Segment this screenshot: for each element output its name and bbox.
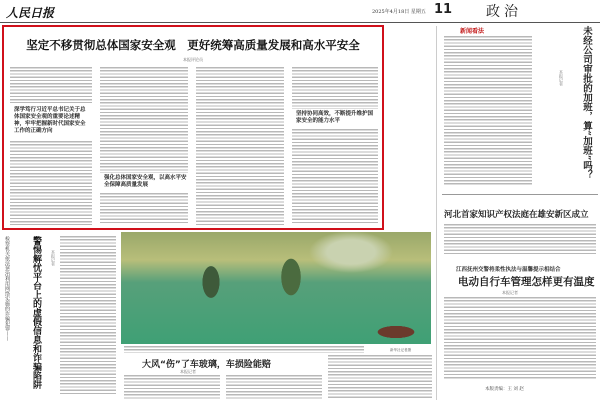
body-text [328,355,432,399]
body-text [226,375,322,399]
page-number: 11 [434,2,453,17]
column-headline: 未经公司审批的加班，算“加班”吗？ [581,26,592,180]
body-text [60,348,116,396]
photo-caption [124,346,364,353]
page-editors: 本版责编：王 刘 赵 [485,387,524,392]
body-text [196,67,284,225]
body-text [292,67,378,109]
feature-subhead-2: 强化总体国家安全观，以高水平安全保障高质量发展 [104,175,187,188]
feature-subhead-3: 坚持协同高效，不断提升维护国家安全的能力水平 [296,111,374,124]
left-story-kicker: 检察机关依法惩治利用网络实施的诈骗犯罪—— [4,236,10,341]
body-text [444,36,532,186]
feature-subhead-1: 深学笃行习近平总书记关于总体国家安全观的重要论述精神，牢牢把握新时代国家安全工作的正确方向 [14,107,86,134]
body-text [292,129,378,225]
left-story-byline: 本报记者 [51,250,56,266]
body-text [100,193,188,225]
bottom-story-byline: 本报记者 [180,369,196,374]
column-label: 新闻看法 [460,28,485,35]
photo-credit: 新华社记者摄 [390,348,411,352]
bottom-story-headline: 大风“伤”了车玻璃，车损险能赔 [142,360,271,370]
column-author: 本报记者 [559,70,564,86]
body-text [100,67,188,173]
body-text [124,375,220,399]
left-story-headline: 警惕解忧平台上的虚假信息和诈骗陷阱 [31,236,41,389]
news2-byline: 本报记者 [502,290,518,295]
body-text [444,297,596,379]
feature-article-box [2,25,384,230]
news2-headline: 电动自行车管理怎样更有温度 [458,276,595,288]
feature-title: 坚定不移贯彻总体国家安全观 更好统筹高质量发展和高水平安全 [26,38,360,52]
divider [442,194,598,195]
newspaper-logo: 人民日报 [6,6,55,20]
masthead-rule [0,22,600,23]
news1-headline: 河北首家知识产权法庭在雄安新区成立 [444,210,589,220]
section-name: 政治 [486,4,522,20]
feature-byline: 本报评论员 [183,57,203,62]
body-text [10,141,92,225]
news-photo-children-running [121,232,431,344]
news2-kicker: 江西抚州交警将柔性执法与温馨提示相结合 [456,267,561,273]
body-text [60,236,116,346]
body-text [10,67,92,103]
issue-date: 2025年4月18日 星期五 [372,9,426,15]
body-text [444,224,596,256]
column-divider [436,26,437,400]
